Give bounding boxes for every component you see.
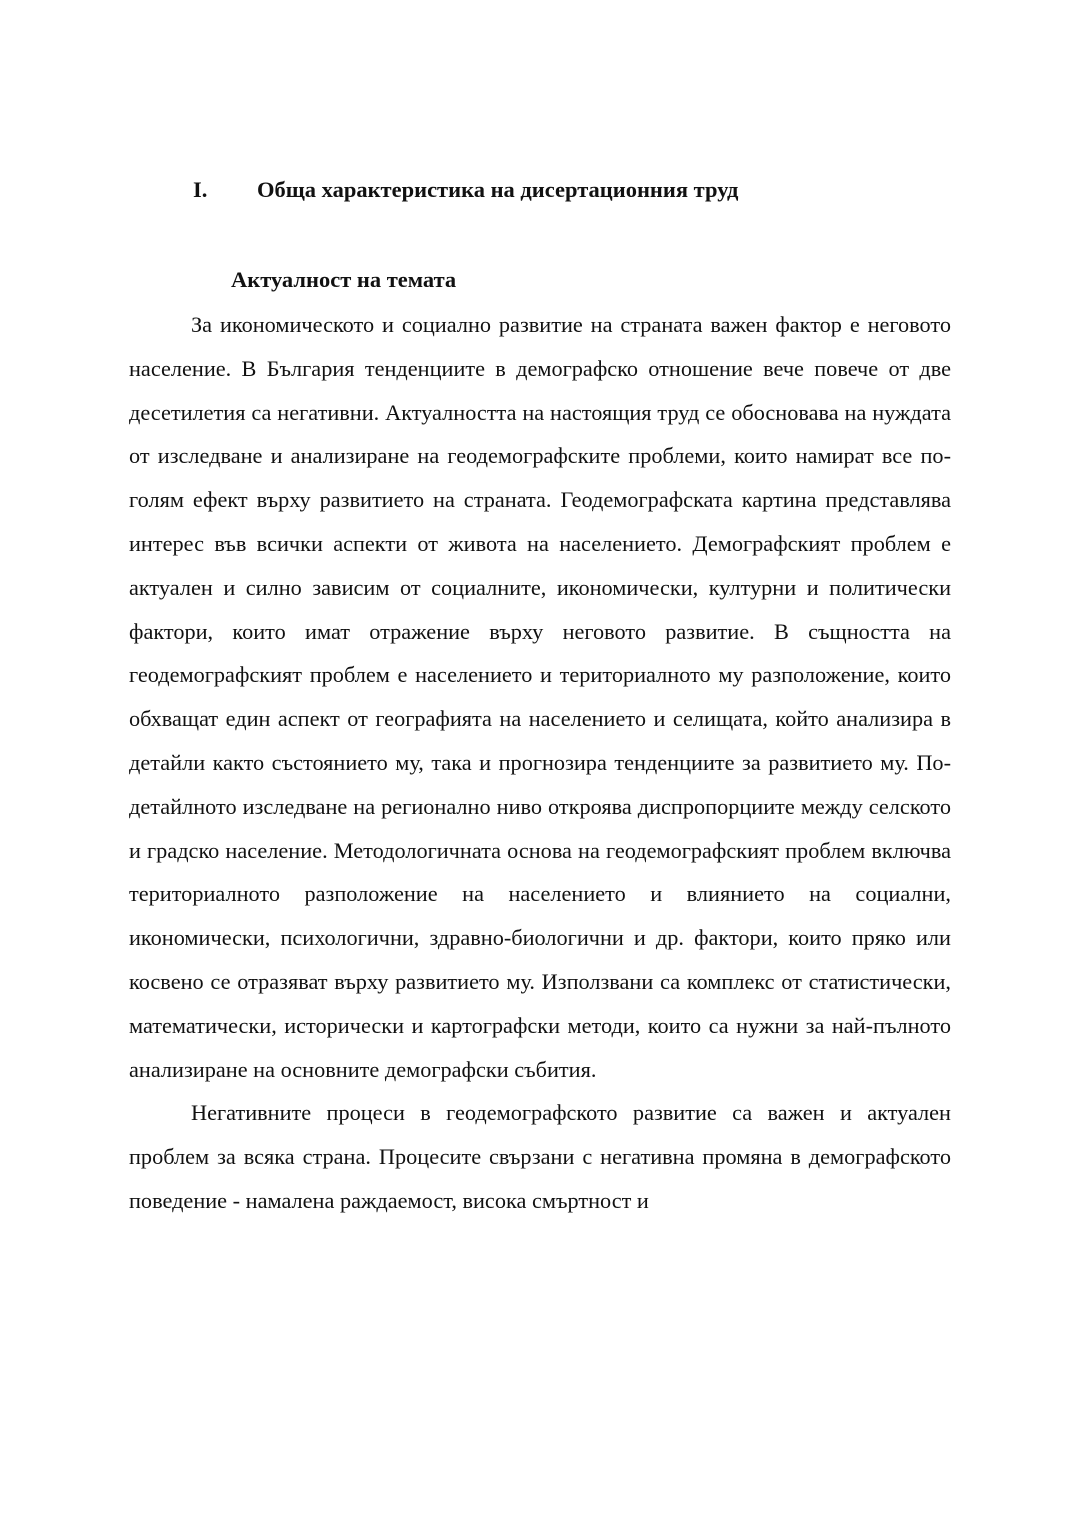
paragraph: За икономическото и социално развитие на страната важен фактор е неговото население. В България тенденциите в демографско отношение вече повече от две десетилетия са негативни. Актуалността на настоящия труд се обосновава на нуждата от изследване и анализиране на геодемографските проблеми, които намират все по-голям ефект върху развитието на страната. Геодемографската картина представлява интерес във всички аспекти от живота на населението. Демографският проблем е актуален и силно зависим от социалните, икономически, културни и политически фактори, които имат отражение върху неговото развитие. В същността на геодемографският проблем е населението и териториалното му разположение, които обхващат един аспект от географията на населението и селищата, който анализира в детайли както състоянието му, така и прогнозира тенденциите за развитието му. По-детайлното изследване на регионално ниво откроява диспропорциите между селското и градско население. Методологичната основа на геодемографският проблем включва териториалното разположение на населението и влиянието на социални, икономически, психологични, здравно-биологични и др. фактори, които пряко или косвено се отразяват върху развитието му. Използвани са комплекс от статистически, математически, исторически и картографски методи, които са нужни за най-пълното анализиране на основните демографски събития. bbox=[129, 312, 951, 1082]
body-text bbox=[129, 303, 951, 1223]
paragraph: Негативните процеси в геодемографското развитие са важен и актуален проблем за всяка страна. Процесите свързани с негативна промяна в демографското поведение - намалена раждаемост, висока смъртност и bbox=[129, 1100, 951, 1213]
section-number: I. bbox=[193, 177, 208, 202]
subsection-title: Актуалност на темата bbox=[231, 267, 457, 292]
section-title: Обща характеристика на дисертационния труд bbox=[257, 177, 739, 202]
section-heading bbox=[193, 172, 993, 208]
